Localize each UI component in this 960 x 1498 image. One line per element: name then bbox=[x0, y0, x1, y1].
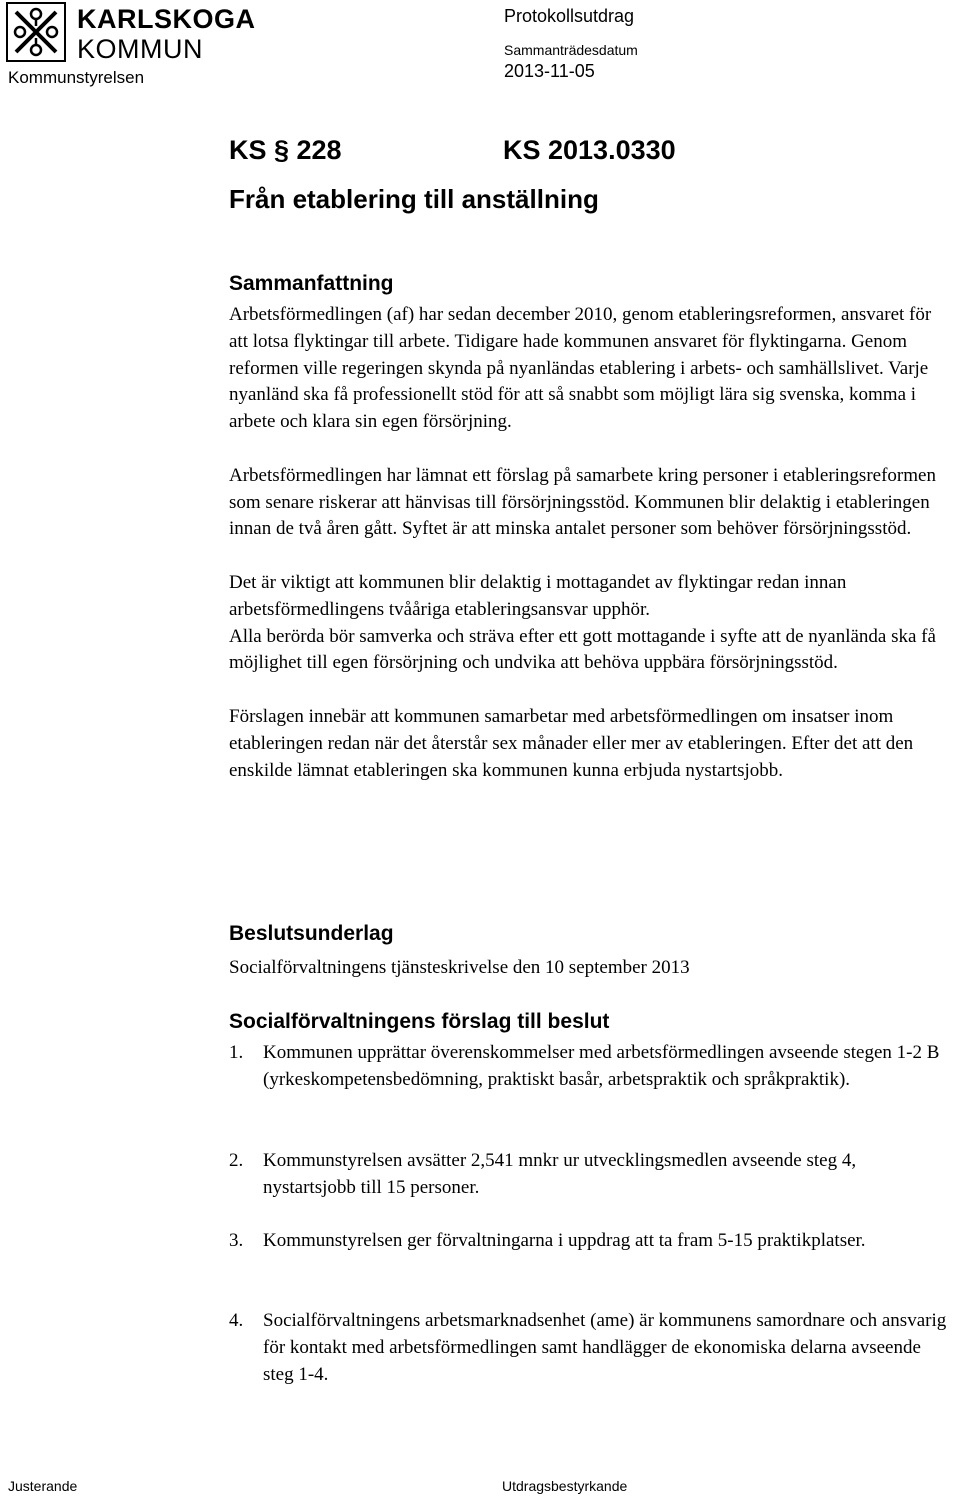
org-name-line1: KARLSKOGA bbox=[77, 4, 256, 34]
proposal-item bbox=[229, 1040, 949, 1094]
municipal-coat-of-arms-icon bbox=[6, 2, 66, 62]
proposal-item bbox=[229, 1308, 949, 1388]
proposal-heading: Socialförvaltningens förslag till beslut bbox=[229, 1010, 610, 1033]
decision-basis-heading: Beslutsunderlag bbox=[229, 922, 394, 945]
footer-certification-label: Utdragsbestyrkande bbox=[502, 1478, 628, 1494]
summary-body bbox=[229, 302, 949, 784]
proposal-item-number: 1. bbox=[229, 1042, 244, 1063]
proposal-item-text: Kommunstyrelsen ger förvaltningarna i uppdrag att ta fram 5-15 praktikplatser. bbox=[263, 1230, 866, 1251]
footer-adjuster-label: Justerande bbox=[8, 1478, 78, 1494]
department-name: Kommunstyrelsen bbox=[8, 68, 145, 87]
case-title: Från etablering till anställning bbox=[229, 184, 599, 214]
case-reference: KS 2013.0330 bbox=[503, 135, 676, 165]
decision-basis-text: Socialförvaltningens tjänsteskrivelse den 10 september 2013 bbox=[229, 957, 690, 978]
proposal-item-text: Kommunen upprättar överenskommelser med arbetsförmedlingen avseende stegen 1-2 B (yrkeskompetensbedömning, praktiskt basår, arbetspraktik och språkpraktik). bbox=[263, 1042, 940, 1090]
proposal-item bbox=[229, 1148, 949, 1202]
proposal-item-number: 4. bbox=[229, 1310, 244, 1331]
proposal-item-text: Kommunstyrelsen avsätter 2,541 mnkr ur utvecklingsmedlen avseende steg 4, nystartsjobb till 15 personer. bbox=[263, 1150, 857, 1198]
document-type: Protokollsutdrag bbox=[504, 6, 635, 26]
summary-paragraph: Alla berörda bör samverka och sträva efter ett gott mottagande i syfte att de nyanlända ska få möjlighet till egen försörjning och undvika att behöva uppbära försörjningsstöd. bbox=[229, 625, 936, 674]
org-name-line2: KOMMUN bbox=[77, 34, 203, 64]
proposal-item-number: 3. bbox=[229, 1230, 244, 1251]
proposal-item-number: 2. bbox=[229, 1150, 244, 1171]
summary-paragraph: Förslagen innebär att kommunen samarbetar med arbetsförmedlingen om insatser inom etableringen redan när det återstår sex månader eller mer av etableringen. Efter det att den enskilde lämnat etableringen ska kommunen kunna erbjuda nystartsjobb. bbox=[229, 705, 914, 781]
meeting-date-value: 2013-11-05 bbox=[504, 61, 595, 81]
proposal-item-text: Socialförvaltningens arbetsmarknadsenhet (ame) är kommunens samordnare och ansvarig för kontakt med arbetsförmedlingen samt handlägger de ekonomiska delarna avseende steg 1-4. bbox=[263, 1310, 947, 1385]
case-number: KS § 228 bbox=[229, 135, 342, 165]
summary-paragraph: Arbetsförmedlingen har lämnat ett förslag på samarbete kring personer i etableringsreformen som senare riskerar att hänvisas till försörjningsstöd. Kommunen blir delaktig i etableringen innan de två åren gått. Syftet är att minska antalet personer som behöver försörjningsstöd. bbox=[229, 464, 936, 540]
summary-heading: Sammanfattning bbox=[229, 272, 394, 295]
meeting-date-label: Sammanträdesdatum bbox=[504, 42, 638, 58]
summary-paragraph: Det är viktigt att kommunen blir delaktig i mottagandet av flyktingar redan innan arbetsförmedlingens tvååriga etableringsansvar upphör. bbox=[229, 571, 847, 620]
proposal-item bbox=[229, 1228, 949, 1255]
summary-paragraph: Arbetsförmedlingen (af) har sedan december 2010, genom etableringsreformen, ansvaret för att lotsa flyktingar till arbete. Tidigare hade kommunen ansvaret för flyktingarna. Genom reformen ville regeringen skynda på nyanländas etablering i arbets- och samhällslivet. Varje nyanländ ska få professionellt stöd för att så snabbt som möjligt lära sig svenska, komma i arbete och klara sin egen försörjning. bbox=[229, 304, 932, 433]
